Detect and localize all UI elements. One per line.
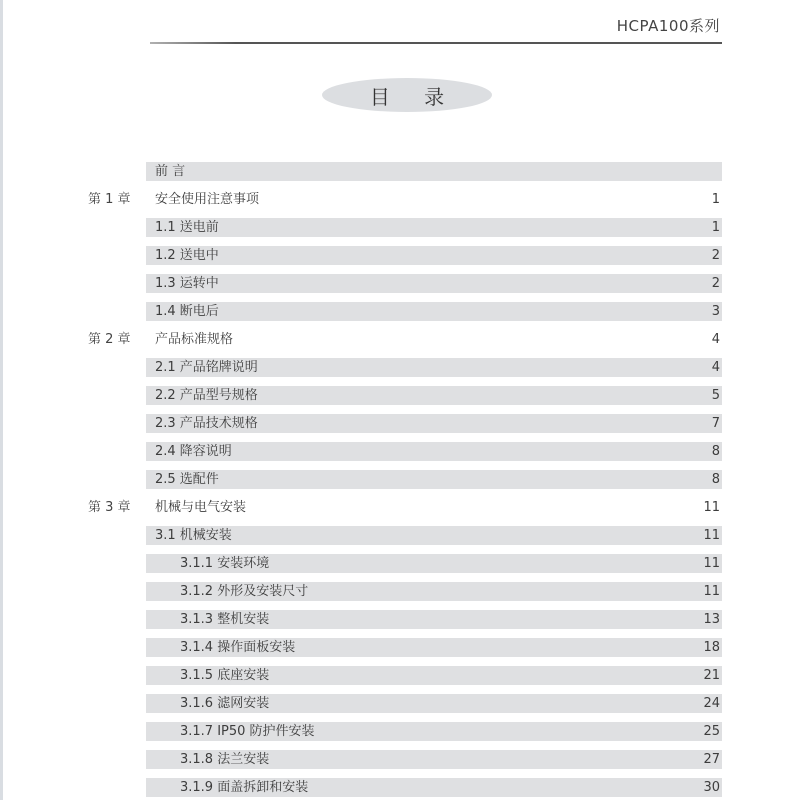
toc-chapter-row[interactable] — [0, 190, 800, 209]
entry-title[interactable]: 3.1.6 滤网安装 — [180, 696, 270, 711]
toc-entry-row[interactable] — [0, 414, 800, 433]
row-shade — [146, 274, 722, 293]
entry-title[interactable]: 1.3 运转中 — [155, 276, 219, 291]
entry-title[interactable]: 1.4 断电后 — [155, 304, 219, 319]
row-shade — [146, 218, 722, 237]
toc-entry-row[interactable] — [0, 554, 800, 573]
toc-entry-row[interactable] — [0, 750, 800, 769]
entry-title[interactable]: 3.1.3 整机安装 — [180, 612, 270, 627]
entry-title[interactable]: 2.3 产品技术规格 — [155, 416, 258, 431]
entry-title[interactable]: 安全使用注意事项 — [155, 192, 260, 207]
entry-title[interactable]: 1.2 送电中 — [155, 248, 219, 263]
toc-entry-row[interactable] — [0, 386, 800, 405]
entry-title[interactable]: 3.1 机械安装 — [155, 528, 232, 543]
entry-title[interactable]: 3.1.9 面盖拆卸和安装 — [180, 780, 309, 795]
page-number: 13 — [703, 612, 720, 627]
toc-entry-row[interactable] — [0, 358, 800, 377]
toc-entry-row[interactable] — [0, 526, 800, 545]
toc-entry-row[interactable] — [0, 442, 800, 461]
entry-title[interactable]: 2.2 产品型号规格 — [155, 388, 258, 403]
toc-entry-row[interactable] — [0, 722, 800, 741]
toc-chapter-row[interactable] — [0, 330, 800, 349]
page-number: 27 — [703, 752, 720, 767]
entry-title[interactable]: 3.1.5 底座安装 — [180, 668, 270, 683]
entry-title[interactable]: 机械与电气安装 — [155, 500, 247, 515]
page-number: 11 — [703, 556, 720, 571]
toc-chapter-row[interactable] — [0, 498, 800, 517]
page-number: 18 — [703, 640, 720, 655]
entry-title[interactable]: 2.4 降容说明 — [155, 444, 232, 459]
page-number: 5 — [711, 388, 720, 403]
toc-entry-row[interactable] — [0, 610, 800, 629]
row-shade — [146, 302, 722, 321]
entry-title[interactable]: 2.1 产品铭牌说明 — [155, 360, 258, 375]
header-series-name: HCPA100系列 — [616, 17, 720, 35]
page-number: 2 — [711, 248, 720, 263]
toc-entry-row[interactable] — [0, 274, 800, 293]
page-number: 21 — [703, 668, 720, 683]
row-shade — [146, 526, 722, 545]
toc-entry-row[interactable] — [0, 582, 800, 601]
page-number: 4 — [711, 332, 720, 347]
page-number: 4 — [711, 360, 720, 375]
page-number: 1 — [711, 192, 720, 207]
entry-title[interactable]: 前 言 — [155, 164, 186, 179]
entry-title[interactable]: 2.5 选配件 — [155, 472, 219, 487]
row-shade — [146, 246, 722, 265]
entry-title[interactable]: 1.1 送电前 — [155, 220, 219, 235]
page-number: 11 — [703, 528, 720, 543]
page-number: 11 — [703, 500, 720, 515]
toc-entry-row[interactable] — [0, 218, 800, 237]
page-number: 30 — [703, 780, 720, 795]
toc-title: 目 录 — [322, 78, 492, 112]
page-number: 25 — [703, 724, 720, 739]
chapter-number: 第 1 章 — [88, 192, 131, 207]
page-number: 8 — [711, 444, 720, 459]
entry-title[interactable]: 3.1.4 操作面板安装 — [180, 640, 296, 655]
page-number: 8 — [711, 472, 720, 487]
entry-title[interactable]: 3.1.2 外形及安装尺寸 — [180, 584, 309, 599]
toc-entry-row[interactable] — [0, 162, 800, 181]
toc-entry-row[interactable] — [0, 302, 800, 321]
page-number: 7 — [711, 416, 720, 431]
toc-entry-row[interactable] — [0, 666, 800, 685]
header-rule — [150, 42, 722, 44]
entry-title[interactable]: 3.1.7 IP50 防护件安装 — [180, 724, 315, 739]
row-shade — [146, 162, 722, 181]
row-shade — [146, 470, 722, 489]
page-number: 24 — [703, 696, 720, 711]
page-number: 1 — [711, 220, 720, 235]
toc-entry-row[interactable] — [0, 638, 800, 657]
entry-title[interactable]: 3.1.8 法兰安装 — [180, 752, 270, 767]
entry-title[interactable]: 产品标准规格 — [155, 332, 234, 347]
page-number: 2 — [711, 276, 720, 291]
row-shade — [146, 442, 722, 461]
entry-title[interactable]: 3.1.1 安装环境 — [180, 556, 270, 571]
chapter-number: 第 3 章 — [88, 500, 131, 515]
page-number: 11 — [703, 584, 720, 599]
toc-entry-row[interactable] — [0, 694, 800, 713]
chapter-number: 第 2 章 — [88, 332, 131, 347]
page-number: 3 — [711, 304, 720, 319]
toc-entry-row[interactable] — [0, 470, 800, 489]
toc-entry-row[interactable] — [0, 778, 800, 797]
toc-entry-row[interactable] — [0, 246, 800, 265]
